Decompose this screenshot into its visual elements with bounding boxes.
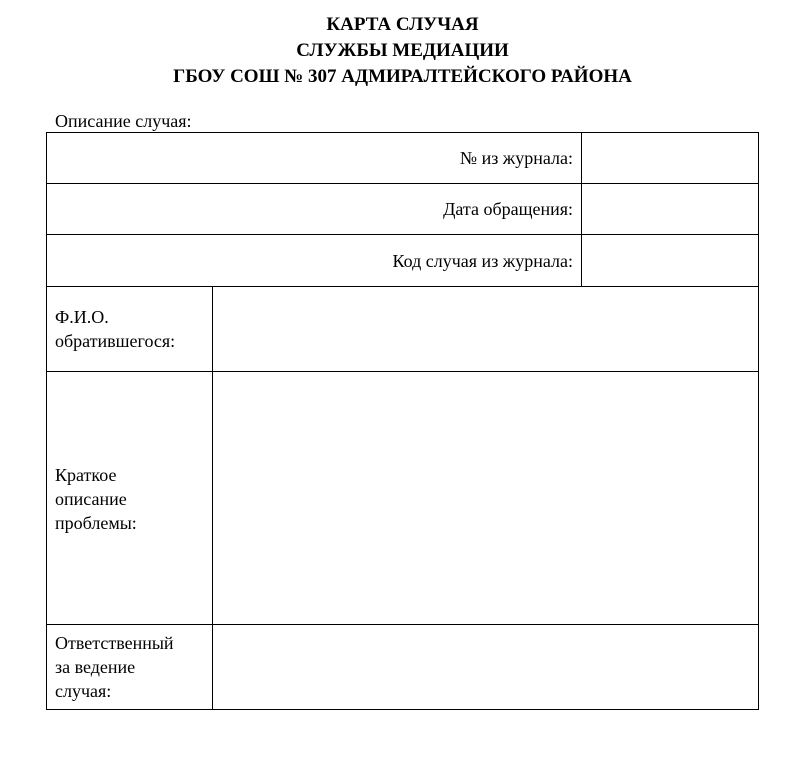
request-date-label: Дата обращения: <box>443 199 573 219</box>
problem-label-line-3: проблемы: <box>55 513 137 533</box>
journal-number-label: № из журнала: <box>459 148 573 168</box>
problem-description-field[interactable] <box>213 372 758 624</box>
problem-label-line-1: Краткое <box>55 465 117 485</box>
problem-label-line-2: описание <box>55 489 127 509</box>
title-line-3: ГБОУ СОШ № 307 АДМИРАЛТЕЙСКОГО РАЙОНА <box>173 66 632 87</box>
table-border-bottom <box>46 709 759 710</box>
fio-label <box>55 305 210 353</box>
section-label: Описание случая: <box>55 111 192 131</box>
problem-label <box>55 463 210 535</box>
title-line-2: СЛУЖБЫ МЕДИАЦИИ <box>296 40 509 61</box>
responsible-field[interactable] <box>213 625 758 709</box>
journal-number-field[interactable] <box>582 133 758 183</box>
responsible-label-line-2: за ведение <box>55 657 136 677</box>
responsible-label-line-3: случая: <box>55 681 112 701</box>
fio-field[interactable] <box>213 287 758 371</box>
title-line-1: КАРТА СЛУЧАЯ <box>326 14 479 35</box>
fio-label-line-2: обратившегося: <box>55 331 176 351</box>
fio-label-line-1: Ф.И.О. <box>55 307 109 327</box>
case-code-label: Код случая из журнала: <box>392 251 573 271</box>
case-form-table <box>46 132 759 710</box>
responsible-label <box>55 631 210 703</box>
document-title <box>0 12 799 90</box>
responsible-label-line-1: Ответственный <box>55 633 174 653</box>
case-code-field[interactable] <box>582 235 758 286</box>
request-date-field[interactable] <box>582 184 758 234</box>
